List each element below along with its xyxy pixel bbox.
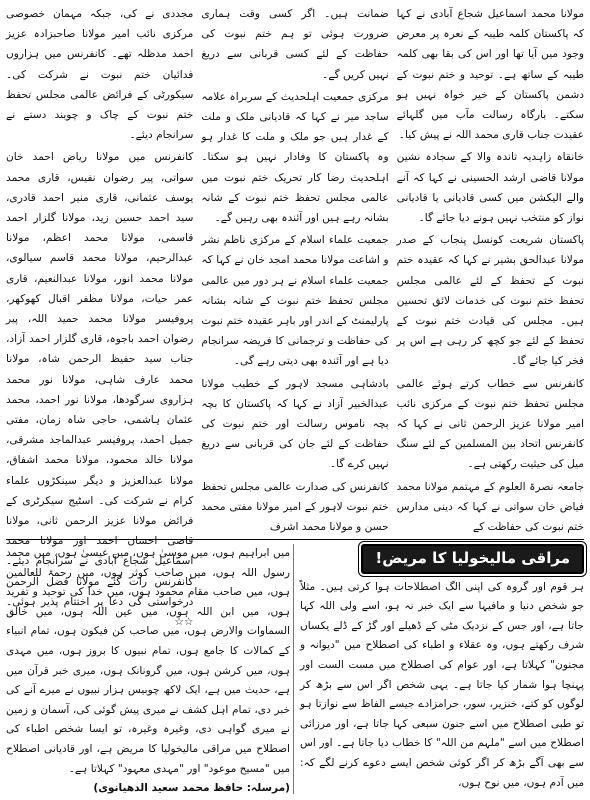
paragraph: کانفرنس کی صدارت عالمی مجلس تحفظ ختم نبوت لاہور کے امیر مولانا مفتی محمد حسن و مولانا محمد اشرف [201,480,389,534]
paragraph: مجددی نے کی، جبکہ مہمان خصوصی مرکزی نائب امیر مولانا صاحبزادہ عزیز احمد مدظلہ تھے۔ کانفرنس میں ہزاروں فدائیان ختم نبوت نے شرکت کی۔ سیکورٹی کے فرائض عالمی مجلس تحفظ ختم نبوت کے چاک و چوبند دستے نے سرانجام دیئے۔ [6,8,194,142]
paragraph: مولانا محمد اسماعیل شجاع آبادی نے کہا کہ پاکستان کلمہ طیبہ کے نعرہ پر معرض وجود میں آیا تھا اور اس کی بقا بھی کلمہ طیبہ کے ساتھ ہے۔ توحید و ختم نبوت کے دشمن پاکستان کے خیر خواہ نہیں ہو سکتے۔ بارگاہ رسالت مآب میں گلہائے عقیدت جناب قاری محمد اللہ نے پیش کیا۔ [396,8,584,142]
column-left [6,4,194,629]
paragraph: میں ابراہیم ہوں، میں موسیٰ ہوں، میں عیسیٰ ہوں، میں محمد رسول اللہ ہوں، میں صاحب کوثر ہوں، میں رحمۃ للعالمین ہوں، میں صاحب مقام محمود ہوں، میں خدا کی توحید و تفرید ہوں، میں ابن اللہ ہوں، میں عین اللہ ہوں، میں خالق السماوات والارض ہوں، میں صاحب کن فیکون ہوں، تمام انبیاء کے کمالات کا جامع ہوں، تمام نبیوں کا بروز ہوں، میں مہدی ہوں، میں کرشن ہوں، میں گرونانک ہوں، میری خبر قرآن میں ہے، حدیث میں ہے، ایک لاکھ چوبیس ہزار نبیوں نے میرے آنے کی خبر دی، تمام اہل کشف نے میری پیش گوئی کی، آسمان و زمین نے میری گواہی دی، وغیرہ وغیرہ، تو ایسا شخص اطباء کی اصطلاح میں مراقی مالیخولیا کا مریض ہے، اور قادیانی اصطلاح میں "مسیح موعود" اور "مہدی معہود" کہلاتا ہے۔ [6,547,290,775]
paragraph: ہر قوم اور گروہ کی اپنی الگ اصطلاحات ہوا کرتی ہیں۔ مثلاً جو شخص دنیا و مافیہا سے ایک خبر نہ ہو، اسے ولی اللہ کہا جاتا ہے، اور جس کے نزدیک مٹی کے ڈھیلے اور گڑ کے ڈلے یکساں شرف رکھتے ہوں، وہ عقلاء و اطباء کی اصطلاح میں "دیوانہ و مجنون" کہلاتا ہے، اور عوام کی اصطلاح میں مست الست اور پہنچا ہوا شمار کیا جاتا ہے۔ یہی شخص اگر اس سے بڑھ کر لوگوں کو کتے، خنزیر، سور، حرامزادے جیسے الفاظ سے نوازتا ہو تو طبی اصطلاح میں اسے جنون سبعی کہا جاتا ہے، اور مرزائی اصطلاح میں اسے "ملہم من اللہ" کا خطاب دیا جاتا ہے۔ اور اس سے بھی آگے بڑھ کر اگر کوئی شخص ایسے دعوے کرنے لگے کہ: میں آدم ہوں، میں نوح ہوں، [300,580,584,789]
paragraph: ضمانت ہیں۔ اگر کسی وقت ہماری ضرورت ہوئی تو ہم ختم نبوت کی حفاظت کے لئے کسی قربانی سے دریغ نہیں کریں گے۔ [201,8,389,81]
column-middle [201,4,388,534]
paragraph: پاکستان شریعت کونسل پنجاب کے صدر مولانا عبدالحق بشیر نے کہا کہ عقیدہ ختم نبوت کے تحفظ کے لئے عالمی مجلس تحفظ ختم نبوت کی خدمات لائق تحسین ہیں۔ مجلس کی قیادت ختم نبوت کے تحفظ کے لئے جو کچھ کر رہی ہے اس پر فخر کیا جائے گا۔ [396,234,584,368]
paragraph: جامعہ نصرۃ العلوم کے مہتمم مولانا محمد فیاض خان سواتی نے کہا کہ دینی مدارس ختم نبوت کی حفاظت کے [396,480,584,534]
column-divider [293,544,294,794]
paragraph: مرکزی جمعیت اہلحدیث کے سربراہ علامہ ساجد میر نے کہا کہ قادیانی ملک و ملت کے غدار ہیں جو ملک و ملت کا غدار ہو وہ پاکستان کا وفادار نہیں ہو سکتا۔ اہلحدیث رضا کار تحریک ختم نبوت میں عالمی مجلس تحفظ ختم نبوت کے شانہ بشانہ رہے ہیں اور آئندہ بھی رہیں گے۔ [201,90,389,225]
paragraph: جمعیت علماء اسلام کے مرکزی ناظم نشر و اشاعت مولانا محمد امجد خان نے کہا کہ جمعیت علماء اسلام نے ہر دور میں عالمی مجلس تحفظ ختم نبوت کے شانہ بشانہ پارلیمنٹ کے اندر اور باہر عقیدہ ختم نبوت کی حفاظت و ترجمانی کا فریضہ سرانجام دیا ہے اور آئندہ بھی دیتی رہے گی۔ [201,234,389,368]
paragraph: بادشاہی مسجد لاہور کے خطیب مولانا عبدالخبیر آزاد نے کہا کہ پاکستان کا بچہ بچہ ناموس رسالت اور ختم نبوت کی حفاظت کے لئے جان کی قربانی سے دریغ نہیں کرے گا۔ [201,377,389,471]
bottom-column-left [6,544,290,794]
bottom-article [6,544,584,794]
paragraph: خانقاہ زاہدیہ تاندہ والا کے سجادہ نشین مولانا قاضی ارشد الحسینی نے کہا کہ آنے والے الیکشن میں کسی قادیانی یا قادیانی نواز کو منتخب نہیں ہونے دیا جائے گا۔ [396,151,584,225]
bottom-column-right [300,544,584,794]
paragraph: کانفرنس سے خطاب کرتے ہوئے عالمی مجلس تحفظ ختم نبوت کے مرکزی نائب امیر مولانا عزیز الرحمن ثانی نے کہا کہ کانفرنس اتحاد بین المسلمین کے لئے سنگ میل کی حیثیت رکھتی ہے۔ [396,377,584,471]
headline: مراقی مالیخولیا کا مریض! [361,544,584,574]
headline-box [300,544,584,574]
signature: (مرسلہ: حافظ محمد سعید الدھیانوی) [93,782,290,795]
paragraph: کانفرنس میں مولانا ریاض احمد خان سواتی، پیر رضوان نفیس، قاری محمد یوسف عثمانی، قاری منیر احمد قادری، سید احمد حسین زید، مولانا گلزار احمد قاسمی، مولانا محمد اعظم، مولانا عبدالرحیم، مولانا محمد قاسم سیالوی، مولانا محمد انور، مولانا عبدالنعیم، قاری عمر حیات، مولانا مظفر اقبال کھوکھر، پروفیسر مولانا محمد حمید اللہ، پیر رضوان احمد باجوہ، قاری گلزار احمد آزاد، جناب سید حفیظ الرحمن شاہ، مولانا محمد عارف شاہی، مولانا نور محمد ہزاروی سرگودھا، مولانا نور احمد، محمد عثمان ہاشمی، حاجی شاہ زمان، مفتی جمیل احمد، پروفیسر عبدالماجد مشرقی، مولانا خالد محمود، مولانا محمد اشفاق، مولانا عبدالعزیز و دیگر سینکڑوں علماء کرام نے شرکت کی۔ اسٹیج سیکرٹری کے فرائض مولانا عزیز الرحمن ثانی، مولانا قاضی احسان احمد اور مولانا محمد اسماعیل شجاع آبادی نے سرانجام دیئے۔ کانفرنس رات گئے مولانا فضل الرحمن درخواستی کی دعا پر اختتام پذیر ہوئی۔ ☆☆ [6,151,194,629]
column-right [397,4,584,534]
section-divider [6,539,584,540]
